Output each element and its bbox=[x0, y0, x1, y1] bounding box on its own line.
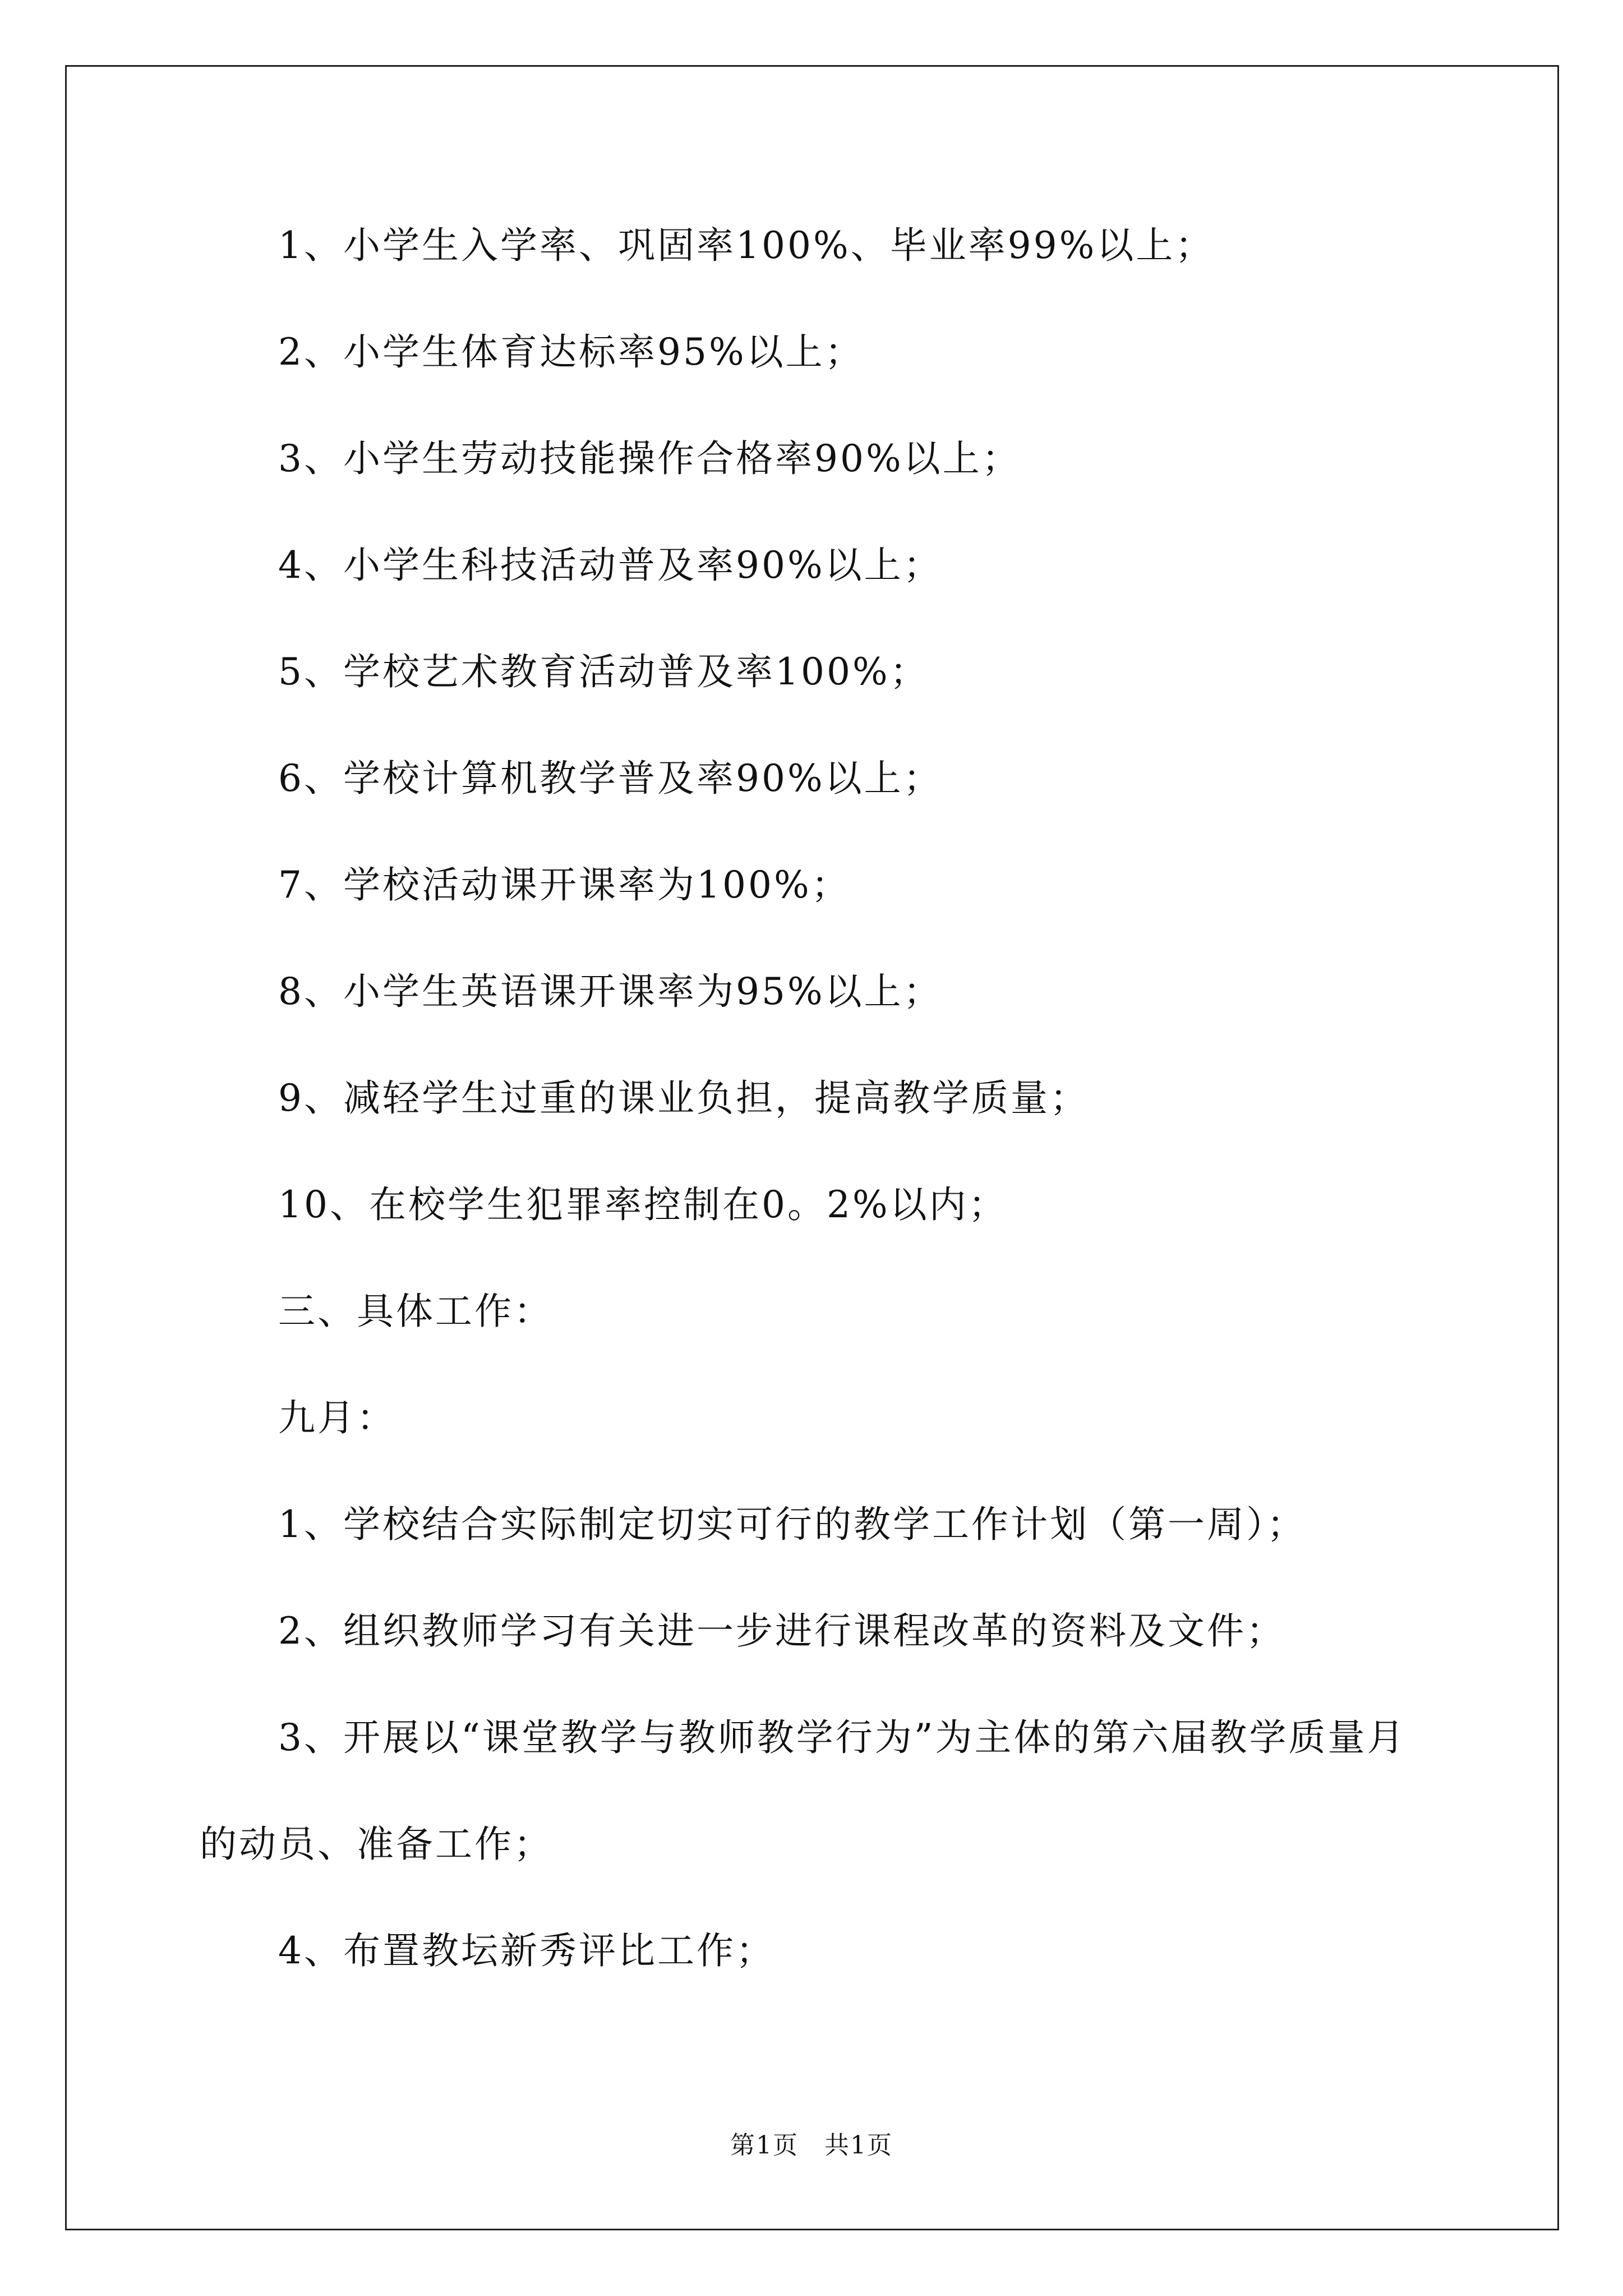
paragraph: 1、学校结合实际制定切实可行的教学工作计划（第一周）； bbox=[278, 1503, 1306, 1546]
paragraph: 4、小学生科技活动普及率90%以上； bbox=[278, 544, 943, 587]
paragraph: 9、减轻学生过重的课业负担，提高教学质量； bbox=[278, 1076, 1089, 1120]
paragraph: 3、开展以“课堂教学与教师教学行为”为主体的第六届教学质量月的动员、准备工作； bbox=[200, 1716, 1407, 1866]
section-heading: 三、具体工作： bbox=[278, 1290, 553, 1333]
paragraph: 4、布置教坛新秀评比工作； bbox=[278, 1929, 775, 1972]
paragraph: 3、小学生劳动技能操作合格率90%以上； bbox=[278, 437, 1021, 480]
paragraph: 2、小学生体育达标率95%以上； bbox=[278, 330, 864, 374]
paragraph: 8、小学生英语课开课率为95%以上； bbox=[278, 970, 943, 1013]
paragraph: 10、在校学生犯罪率控制在0。2%以内； bbox=[278, 1183, 1008, 1226]
paragraph: 7、学校活动课开课率为100%； bbox=[278, 863, 851, 907]
page-footer: 第1页 共1页 bbox=[730, 2131, 893, 2160]
paragraph: 5、学校艺术教育活动普及率100%； bbox=[278, 650, 929, 693]
paragraph: 6、学校计算机教学普及率90%以上； bbox=[278, 757, 943, 800]
paragraph: 1、小学生入学率、巩固率100%、毕业率99%以上； bbox=[278, 224, 1215, 267]
month-heading: 九月： bbox=[278, 1396, 396, 1439]
document-body bbox=[200, 219, 1433, 2031]
paragraph: 2、组织教师学习有关进一步进行课程改革的资料及文件； bbox=[278, 1609, 1285, 1653]
